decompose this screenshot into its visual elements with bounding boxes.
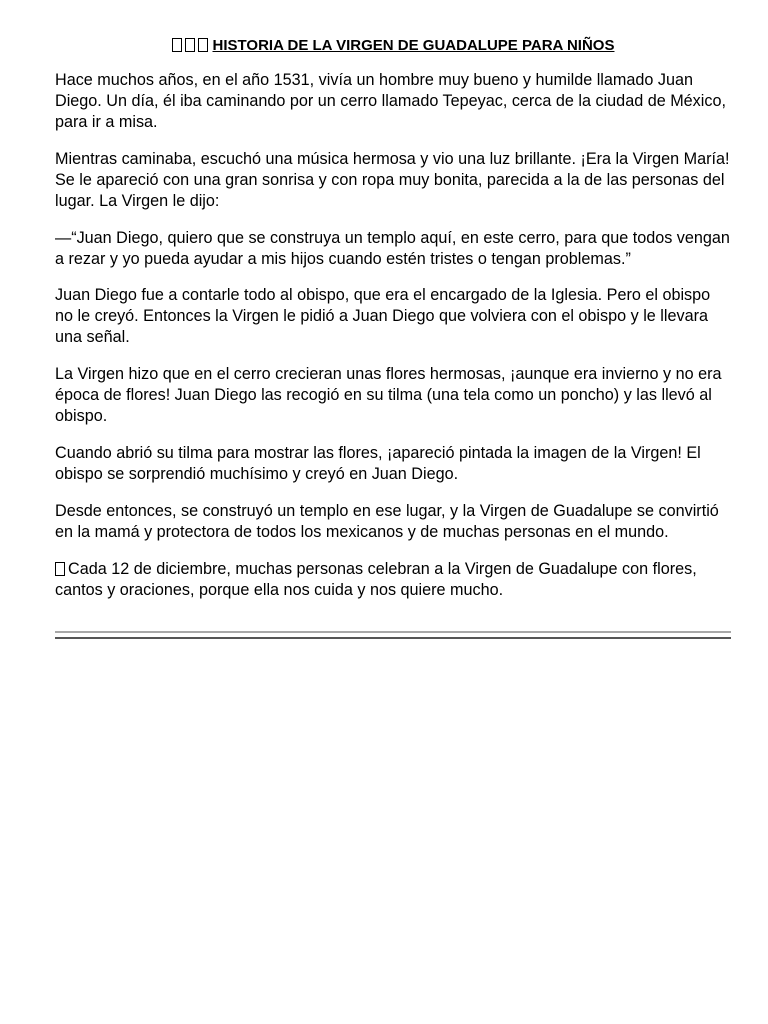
divider-line-top	[55, 631, 731, 633]
paragraph: La Virgen hizo que en el cerro crecieran unas flores hermosas, ¡aunque era invierno y no era época de flores! Juan Diego las recogió en su tilma (una tela como un poncho) y las llevó al obispo.	[55, 365, 722, 425]
closing-paragraph	[55, 559, 731, 601]
document-page	[55, 36, 731, 617]
document-title: HISTORIA DE LA VIRGEN DE GUADALUPE PARA NIÑOS	[212, 37, 615, 54]
missing-glyph-icon	[198, 38, 208, 52]
dialogue-paragraph: —“Juan Diego, quiero que se construya un templo aquí, en este cerro, para que todos vengan a rezar y yo pueda ayudar a mis hijos cuando estén tristes o tengan problemas.”	[55, 229, 730, 268]
missing-glyph-icon	[172, 38, 182, 52]
paragraph: Juan Diego fue a contarle todo al obispo, que era el encargado de la Iglesia. Pero el obispo no le creyó. Entonces la Virgen le pidió a Juan Diego que volviera con el obispo y le llevara una señal.	[55, 286, 711, 346]
paragraph: Mientras caminaba, escuchó una música hermosa y vio una luz brillante. ¡Era la Virgen María! Se le apareció con una gran sonrisa y con ropa muy bonita, parecida a la de las personas del lugar. La Virgen le dijo:	[55, 150, 730, 210]
divider-line-bottom	[55, 637, 731, 639]
document-title-line	[55, 36, 731, 56]
closing-text: Cada 12 de diciembre, muchas personas celebran a la Virgen de Guadalupe con flores, cantos y oraciones, porque ella nos cuida y nos quiere mucho.	[55, 560, 697, 599]
paragraph: Cuando abrió su tilma para mostrar las flores, ¡apareció pintada la imagen de la Virgen! El obispo se sorprendió muchísimo y creyó en Juan Diego.	[55, 444, 701, 483]
missing-glyph-icon	[55, 562, 65, 576]
title-icons	[172, 36, 211, 56]
paragraph: Desde entonces, se construyó un templo en ese lugar, y la Virgen de Guadalupe se convirtió en la mamá y protectora de todos los mexicanos y de muchas personas en el mundo.	[55, 502, 719, 541]
missing-glyph-icon	[185, 38, 195, 52]
paragraph: Hace muchos años, en el año 1531, vivía un hombre muy bueno y humilde llamado Juan Diego. Un día, él iba caminando por un cerro llamado Tepeyac, cerca de la ciudad de México, para ir a misa.	[55, 71, 726, 131]
